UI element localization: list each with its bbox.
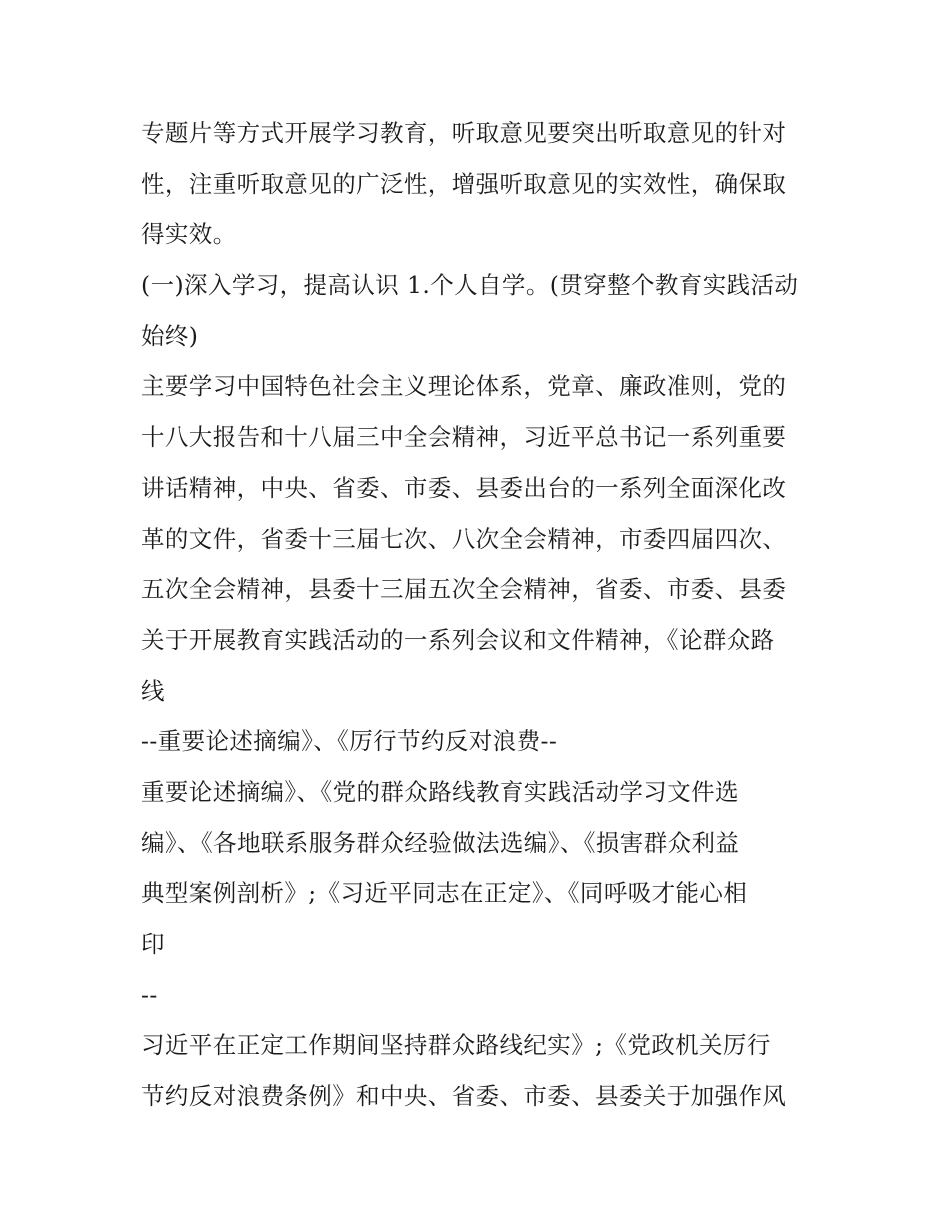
text-line: -- [141,980,158,1009]
text-line: 习近平在正定工作期间坚持群众路线纪实》;《党政机关厉行 [141,1031,771,1060]
text-line: 专题片等方式开展学习教育，听取意见要突出听取意见的针对 [141,119,787,147]
text-line: 典型案例剖析》;《习近平同志在正定》、《同呼吸才能心相 [141,879,748,908]
text-line: 节约反对浪费条例》和中央、省委、市委、县委关于加强作风 [141,1082,787,1111]
text-line: 革的文件，省委十三届七次、八次全会精神，市委四届四次、 [141,524,787,553]
body-text [141,108,831,1122]
text-line: --重要论述摘编》、《厉行节约反对浪费-- [141,727,558,756]
text-line: 线 [141,676,165,705]
text-line: (一)深入学习，提高认识 1.个人自学。(贯穿整个教育实践活动 [141,271,799,300]
text-line: 主要学习中国特色社会主义理论体系，党章、廉政准则，党的 [141,372,787,401]
text-line: 性，注重听取意见的广泛性，增强听取意见的实效性，确保取 [141,169,787,198]
text-line: 始终) [141,321,199,350]
text-line: 编》、《各地联系服务群众经验做法选编》、《损害群众利益 [141,828,740,857]
text-line: 得实效。 [141,220,237,249]
text-line: 重要论述摘编》、《党的群众路线教育实践活动学习文件选 [141,777,739,806]
text-line: 十八大报告和十八届三中全会精神，习近平总书记一系列重要 [141,423,787,452]
text-line: 五次全会精神，县委十三届五次全会精神，省委、市委、县委 [141,575,787,604]
text-line: 讲话精神，中央、省委、市委、县委出台的一系列全面深化改 [141,473,787,502]
text-line: 印 [141,930,165,958]
text-line: 关于开展教育实践活动的一系列会议和文件精神，《论群众路 [141,625,775,654]
